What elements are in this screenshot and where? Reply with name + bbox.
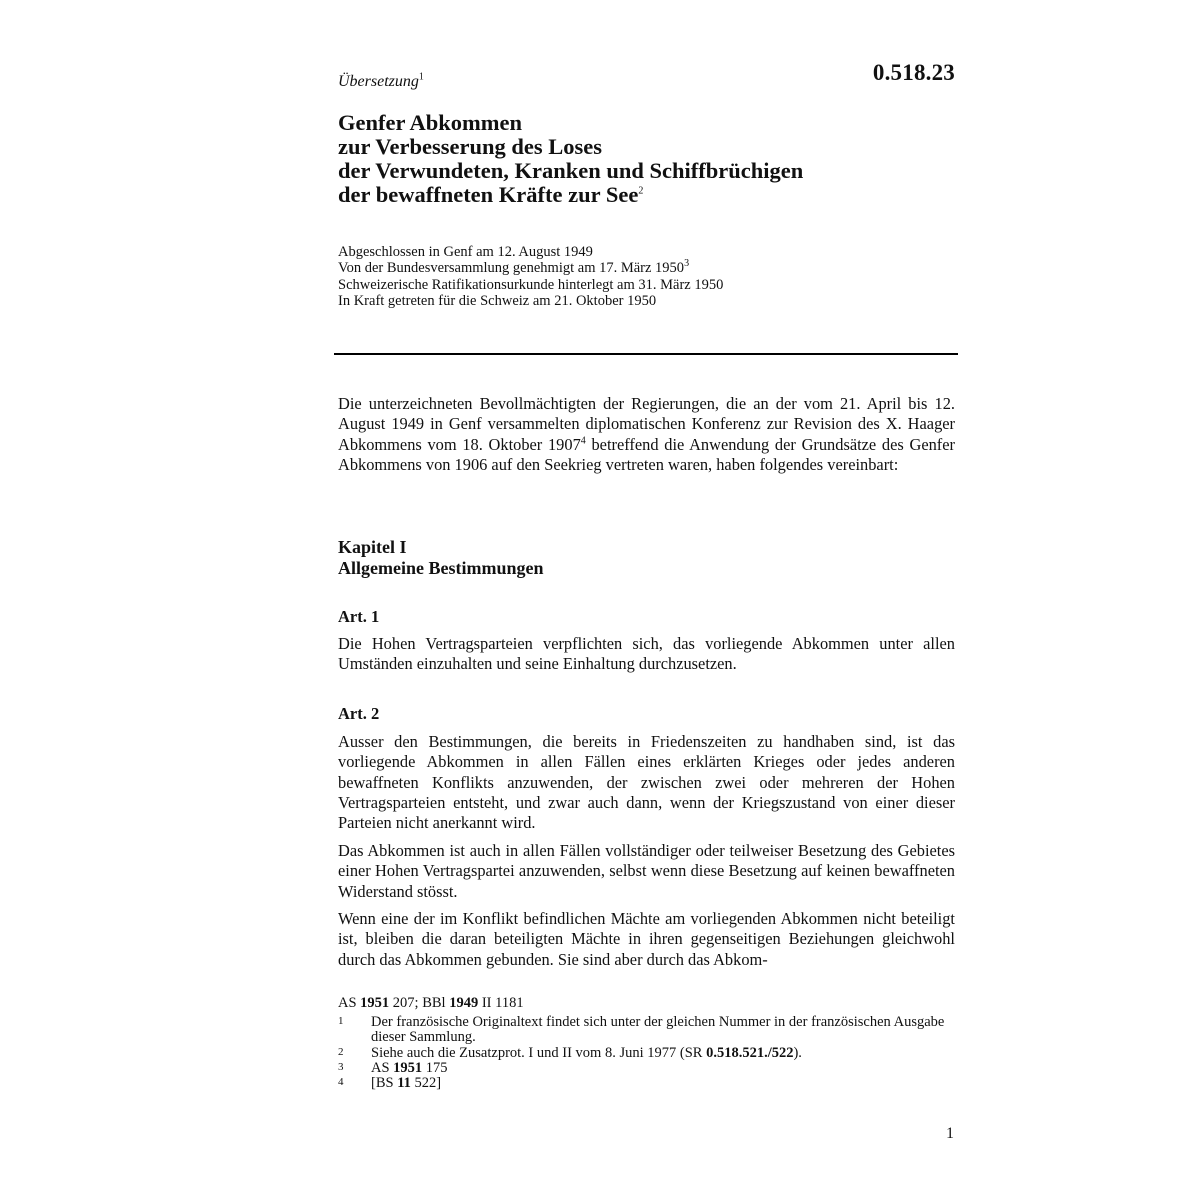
article-1-paragraph-1: Die Hohen Vertragsparteien verpflichten sich, das vorliegende Abkommen unter allen Umständen einzuhalten und seine Einhaltung durchzusetzen. <box>338 634 955 674</box>
article-2-paragraph-1: Ausser den Bestimmungen, die bereits in Friedenszeiten zu handhaben sind, ist das vorliegende Abkommen in allen Fällen eines erklärten Krieges oder jedes anderen bewaffneten Konflikts anzuwenden, der zwischen zwei oder mehreren der Hohen Vertragsparteien entsteht, und zwar auch dann, wenn der Kriegszustand von einer dieser Parteien nicht anerkannt wird. <box>338 732 955 833</box>
preamble-part-1: Die unterzeichneten Bevollmächtigten der Regierungen, die an der vom 21. April bis 12. August 1949 in Genf versammelten diplomatischen Konferenz zur Revision des X. Haager Abkommens vom 18. Oktober 1907 <box>338 394 955 454</box>
footnote-text <box>371 1076 958 1091</box>
footnote-text-post: 175 <box>422 1059 448 1076</box>
title-line-2: zur Verbesserung des Loses <box>338 134 602 159</box>
footnote-text-pre: AS <box>371 1059 394 1076</box>
footnote-text-bold: 11 <box>397 1075 411 1092</box>
source-bbl-year: 1949 <box>449 995 479 1011</box>
article-2-paragraph-2: Das Abkommen ist auch in allen Fällen vollständiger oder teilweiser Besetzung des Gebietes einer Hohen Vertragspartei anzuwenden, selbst wenn diese Besetzung auf keinen bewaffneten Widerstand stösst. <box>338 841 955 901</box>
footnote-ref-3[interactable]: 3 <box>684 258 690 270</box>
title-line-3: der Verwundeten, Kranken und Schiffbrüchigen <box>338 158 804 183</box>
translation-note <box>338 73 424 91</box>
preamble <box>338 394 955 475</box>
title-line-4-text: der bewaffneten Kräfte zur See <box>338 182 639 207</box>
article-1-title: Art. 1 <box>338 607 380 626</box>
title-line-4 <box>338 183 958 207</box>
meta-approved-text: Von der Bundesversammlung genehmigt am 17. März 1950 <box>338 260 685 277</box>
translation-label: Übersetzung <box>338 73 419 90</box>
header-divider <box>334 353 958 355</box>
source-as-page: 207; BBl <box>389 995 450 1011</box>
article-2-title: Art. 2 <box>338 704 380 723</box>
footnote-text-post: 522] <box>410 1075 442 1092</box>
chapter-heading <box>338 537 543 579</box>
footnote-1 <box>338 1015 958 1046</box>
chapter-title: Allgemeine Bestimmungen <box>338 558 544 578</box>
footnote-sr-link[interactable]: 0.518.521./522 <box>706 1044 794 1061</box>
footnote-ref-2[interactable]: 2 <box>638 185 644 197</box>
footnote-2 <box>338 1046 958 1061</box>
document-metadata <box>338 244 958 309</box>
footnote-text: Der französische Originaltext findet sich unter der gleichen Nummer in der französischen Ausgabe dieser Sammlung. <box>371 1014 945 1046</box>
footnote-3 <box>338 1061 958 1076</box>
source-bbl-rest: II 1181 <box>478 995 524 1011</box>
meta-concluded: Abgeschlossen in Genf am 12. August 1949 <box>338 244 593 260</box>
meta-approved <box>338 260 958 276</box>
footnote-number: 3 <box>338 1060 344 1073</box>
sr-number: 0.518.23 <box>872 60 955 85</box>
footnote-text-bold: 1951 <box>393 1059 423 1076</box>
chapter-number: Kapitel I <box>338 537 407 557</box>
title-line-1: Genfer Abkommen <box>338 110 522 135</box>
article-2-paragraph-3: Wenn eine der im Konflikt befindlichen Mächte am vorliegenden Abkommen nicht beteiligt ist, bleiben die daran beteiligten Mächte in ihren gegenseitigen Beziehungen gleichwohl durch das Abkommen gebunden. Sie sind aber durch das Abkom- <box>338 909 955 969</box>
preamble-part-2: betreffend die Anwendung der Grundsätze des Genfer Abkommens von 1906 auf den Seekrieg vertreten waren, haben folgendes vereinbart: <box>338 434 955 474</box>
footnote-text <box>371 1046 958 1061</box>
footnote-number: 2 <box>338 1045 344 1058</box>
page-number: 1 <box>946 1125 954 1142</box>
footnote-text-pre: Siehe auch die Zusatzprot. I und II vom 8. Juni 1977 (SR <box>371 1044 707 1061</box>
footnote-text <box>371 1061 958 1076</box>
source-reference <box>338 995 524 1011</box>
source-as-year: 1951 <box>360 995 390 1011</box>
footnote-ref-4[interactable]: 4 <box>580 435 586 447</box>
meta-in-force: In Kraft getreten für die Schweiz am 21. Oktober 1950 <box>338 292 657 309</box>
footnote-number: 1 <box>338 1015 344 1027</box>
footnotes <box>338 1015 958 1091</box>
footnote-number: 4 <box>338 1076 344 1089</box>
source-as-label: AS <box>338 995 361 1011</box>
meta-ratified: Schweizerische Ratifikationsurkunde hinterlegt am 31. März 1950 <box>338 276 724 293</box>
footnote-text-post: ). <box>793 1044 802 1061</box>
footnote-ref-1[interactable]: 1 <box>418 71 424 83</box>
document-title <box>338 111 958 207</box>
footnote-text-pre: [BS <box>371 1075 398 1092</box>
footnote-4 <box>338 1076 958 1091</box>
